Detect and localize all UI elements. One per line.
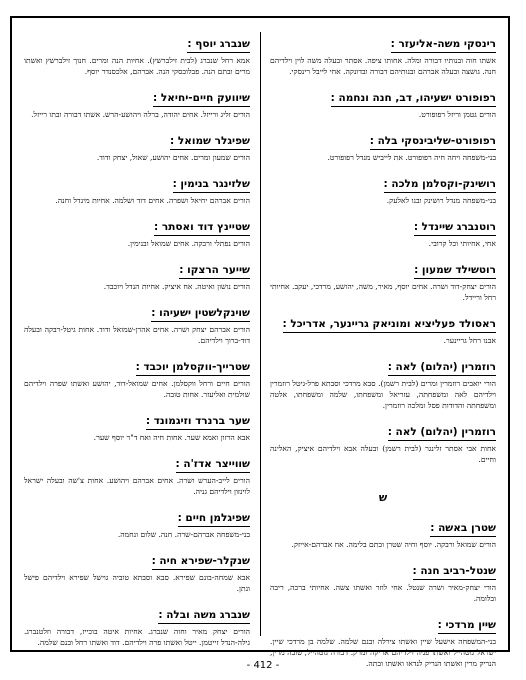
entry-name: שנקלר-שפירא חיה :	[152, 555, 250, 570]
entry-name: רוטשילד שמעון :	[414, 264, 496, 279]
memorial-entry	[24, 215, 250, 249]
right-entries-group-b	[270, 516, 496, 669]
entry-name: רינסקי משה-אליעזר :	[391, 38, 496, 53]
left-entries-group	[24, 32, 250, 648]
memorial-entry	[270, 215, 496, 249]
entry-text: הורים יצחק-דוד ושרה. אחים יוסף, מאיר, משה, יהושע, מרדכי, יעקב. אחיותי רחל וריידל.	[270, 282, 496, 302]
memorial-entry	[24, 129, 250, 163]
entry-name: שנברג יוסף :	[187, 38, 250, 53]
memorial-entry	[270, 355, 496, 411]
entry-text: אבנו רחל גריינער.	[443, 336, 496, 345]
entry-text: הורים זליג ורייזל. אחים יהודה, ברלה ויהושע-הרש. אשתו דבורה ובתו רייזל.	[31, 110, 250, 119]
entry-name: שטיינץ דוד ואסתר :	[154, 221, 250, 236]
entry-name: שטרן באשה :	[430, 522, 496, 537]
entry-text: הורים יצחק מאיר וחוה שנברג. אחיות איטה בוכייז, דבורה וזלטנברג. גילה-הנדל זייטמן. ייטל ואשתו פרה וילדיהם. דוד ואשתו רחל ובנם שלמה.	[24, 627, 250, 647]
entry-name: שנברג משה ובלה :	[158, 609, 250, 624]
entry-text: הורי יצחק-מאיר ושרה שנטל. אחי לוזר ואשתו צשה. אחיותי ברכה, ריבה ובלומה.	[270, 583, 496, 603]
entry-text: אשתו חוה ובנותיו דבורה ומלה. אחותו ציפה. אסתר ובעלה משה לוין וילדיהם חנה. גושצה ובעלה אברהם ובנותיהם דבורה ובדונקה. אחי לייבל רינסקי.	[270, 56, 496, 76]
entry-name: רוטנברג שיינדל :	[414, 221, 496, 236]
entry-text: אבא הרזון ואמא שער. אחות חיה ואח ד"ר יוסף שער.	[93, 433, 250, 442]
entry-name: שוינקלשטין ישעיהו :	[151, 307, 250, 322]
entry-text: בני-משפחה אברהם-שרה. חנה. שלום ונחמה.	[117, 530, 250, 539]
entry-text: בני-המשפחה אישעל שיין ואשתו צירלה ובנם שלמה. שלמה בן מרדכי שיין. ישראל גוטהייל ואשתו פניה וילדיהם אריקה ומרק. דבורה גוטהייל, טובה מרין, הנריק מרין ואשתו הנריק לנדאו ואשתו ובתה.	[270, 637, 496, 668]
memorial-entry	[24, 172, 250, 206]
memorial-entry	[24, 355, 250, 400]
memorial-entry	[270, 516, 496, 550]
entry-text: אחי, אחיותי וכל קרובי.	[428, 239, 496, 248]
memorial-entry	[270, 172, 496, 206]
entry-name: רוזמרין (יהלום) לאה :	[388, 426, 496, 441]
memorial-entry	[24, 32, 250, 77]
entry-text: הורים חיים ורחל ווקסלמן. אחים שמואל-דוד, יהושע ואשתו שפרה וילדיהם שולמית ואליעזר. אחות טובה.	[24, 379, 250, 399]
entry-name: רפופורט ישעיהו, דב, חנה ונחמה :	[331, 92, 496, 107]
entry-name: שייער הרצקו :	[179, 264, 250, 279]
entry-name: שפיגלר שמואל :	[170, 135, 250, 150]
memorial-entry	[24, 452, 250, 497]
memorial-entry	[270, 32, 496, 77]
memorial-entry	[270, 559, 496, 604]
memorial-entry	[24, 86, 250, 120]
entry-name: רוזמרין (יהלום) לאה :	[388, 361, 496, 376]
entry-text: הורים שמעון ומרים. אחים יהושע, שאול, יצחק ודוד.	[96, 153, 250, 162]
entry-text: הורי יואבים רוזמרין ומרים (לבית רשמן). סבא מרדכי וסבתא פרל-גיטל רוזמרין וילדיהם לאה ומשפחתה, עזריאל ומשפחתו, שלמה ומשפחתו, אלטה ומשפחתה והדודות פסל ומלכה רוזמרין.	[270, 379, 496, 410]
entry-text: אבא שמחה-בונם שפירא. סבא וסבתא טוביה גוישל שפירא וילדיהם פישל ונתן.	[24, 573, 250, 593]
left-column	[24, 32, 250, 657]
entry-name: רושינק-וקסלמן מלכה :	[384, 178, 496, 193]
entry-text: הורים נפתלי ורבקה. אחים שמואל ובנימין.	[127, 239, 250, 248]
entry-text: בני-משפחה ויחה חיה רפופורט. את לייביש מנדל רפופורט.	[327, 153, 496, 162]
entry-text: הורים אברהם יצחק ושרה. אחים אהרן-שמואל ודוד. אחות גיטל-רבקה ובעלה דוד-ברוך וילדיהם.	[24, 325, 250, 345]
entry-name: ראסולד פעליציא ומוניאק גריינער, אדריכל :	[283, 318, 496, 333]
memorial-entry	[270, 129, 496, 163]
memorial-entry	[270, 420, 496, 465]
entry-name: שלזינגר בנימין :	[173, 178, 250, 193]
memorial-entry	[270, 258, 496, 303]
page-number: - 412 -	[246, 660, 280, 671]
memorial-entry	[24, 258, 250, 292]
memorial-entry	[270, 86, 496, 120]
entry-name: שטרייך-ווקסלמן יוכבד :	[136, 361, 250, 376]
column-divider	[260, 32, 261, 636]
entry-text: הורים שמואל ורבקה. יוסף וחיה שטרן ובתם בלימה. אח אברהם-אייזק.	[291, 540, 496, 549]
entry-text: הורים גטמן וריזל רפופורט.	[418, 110, 496, 119]
entry-name: שיוועק חיים-יחיאל :	[153, 92, 250, 107]
entry-name: שער ברנרד וזיגמונד :	[146, 415, 250, 430]
memorial-entry	[270, 312, 496, 346]
entry-name: שפיגלמן חיים :	[178, 512, 250, 527]
entry-name: שנטל-רביב חנה :	[413, 565, 496, 580]
memorial-entry	[24, 549, 250, 594]
entry-text: אמא רחל שנברג (לבית זילברשץ). אחיות הנה ומרים. חנוך זילברשץ ואשתו מרים ובתם הנה. פבלובסקי הנה. אברהם, אלכסנדר יוסף.	[24, 56, 250, 76]
entry-text: הורים לייב-הערש ושרה. אחים אברהם ויהושע. אחות צ'שה ובעלה ישראל לוינזון וילדיהם גניה.	[24, 476, 250, 496]
entry-text: בני-משפחה מנדל רושינק ובנו לאלעק.	[386, 196, 496, 205]
entry-name: רפופורט-שליבינסקי בלה :	[370, 135, 496, 150]
right-column	[270, 32, 496, 678]
entry-text: הורים נושון ואיטה. אח איציק. אחיות הנדל ויוכבד.	[103, 282, 250, 291]
right-entries-group-a	[270, 32, 496, 465]
memorial-entry	[24, 603, 250, 648]
memorial-entry	[24, 301, 250, 346]
memorial-entry	[24, 409, 250, 443]
entry-name: שווייצר אדז'ה :	[176, 458, 251, 473]
entry-text: הורים אברהם יחיאל ושפרה. אחים דוד ושלמה. אחיות מינדל וחנה.	[55, 196, 250, 205]
entry-text: אחות אבי אסתר זלינגר (לבית רשמן) ובעלה אבא וילדיהם איציק, האלינה וחיים.	[270, 444, 496, 464]
section-letter: ש	[378, 491, 388, 504]
entry-name: שיין מרדכי :	[438, 619, 496, 634]
memorial-entry	[24, 506, 250, 540]
